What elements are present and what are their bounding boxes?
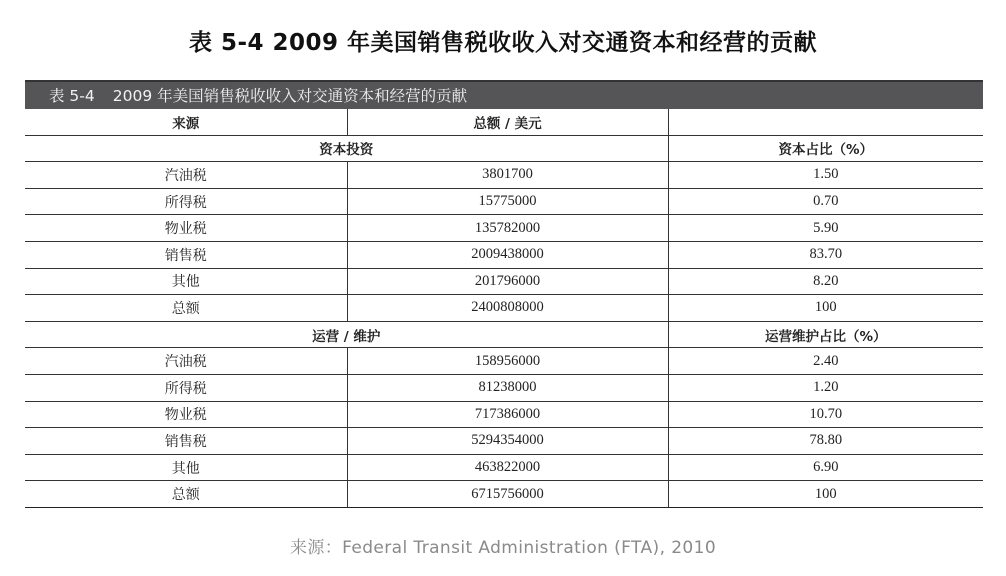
row-ratio: 1.50 [668, 162, 983, 189]
row-ratio: 100 [668, 295, 983, 322]
row-amount: 201796000 [347, 268, 668, 295]
row-source: 所得税 [25, 374, 347, 401]
row-amount: 717386000 [347, 401, 668, 428]
row-amount: 158956000 [347, 348, 668, 375]
row-ratio: 83.70 [668, 241, 983, 268]
header-blank [668, 109, 983, 135]
row-ratio: 2.40 [668, 348, 983, 375]
table-row [25, 162, 983, 189]
table-caption-number: 表 5-4 [49, 87, 95, 105]
table-row [25, 215, 983, 242]
row-source: 总额 [25, 295, 347, 322]
row-source: 其他 [25, 268, 347, 295]
row-ratio: 100 [668, 481, 983, 508]
row-ratio: 78.80 [668, 428, 983, 455]
row-amount: 2009438000 [347, 241, 668, 268]
source-note: 来源：Federal Transit Administration (FTA), 2010 [289, 538, 717, 558]
row-source: 销售税 [25, 241, 347, 268]
row-ratio: 1.20 [668, 374, 983, 401]
table-row [25, 428, 983, 455]
row-ratio: 0.70 [668, 188, 983, 215]
capital-section-label: 资本投资 [25, 135, 668, 162]
row-ratio: 8.20 [668, 268, 983, 295]
table-caption-bar [25, 80, 983, 109]
row-source: 物业税 [25, 215, 347, 242]
table-row [25, 454, 983, 481]
row-source: 物业税 [25, 401, 347, 428]
table-row [25, 348, 983, 375]
header-source: 来源 [25, 109, 347, 135]
row-amount: 6715756000 [347, 481, 668, 508]
row-amount: 5294354000 [347, 428, 668, 455]
row-source: 汽油税 [25, 348, 347, 375]
table-row [25, 241, 983, 268]
capital-ratio-label: 资本占比（%） [668, 135, 983, 162]
row-amount: 463822000 [347, 454, 668, 481]
row-source: 其他 [25, 454, 347, 481]
row-amount: 15775000 [347, 188, 668, 215]
operations-section-row [25, 321, 983, 348]
table-header-row [25, 109, 983, 135]
row-source: 所得税 [25, 188, 347, 215]
row-source: 销售税 [25, 428, 347, 455]
row-amount: 2400808000 [347, 295, 668, 322]
row-amount: 81238000 [347, 374, 668, 401]
capital-section-row [25, 135, 983, 162]
revenue-table [25, 109, 983, 508]
row-amount: 3801700 [347, 162, 668, 189]
table-row [25, 481, 983, 508]
table-row [25, 268, 983, 295]
row-amount: 135782000 [347, 215, 668, 242]
row-ratio: 5.90 [668, 215, 983, 242]
row-source: 总额 [25, 481, 347, 508]
table-row [25, 374, 983, 401]
operations-ratio-label: 运营维护占比（%） [668, 321, 983, 348]
table-row [25, 295, 983, 322]
header-total: 总额 / 美元 [347, 109, 668, 135]
table-row [25, 401, 983, 428]
operations-section-label: 运营 / 维护 [25, 321, 668, 348]
table-row [25, 188, 983, 215]
row-ratio: 6.90 [668, 454, 983, 481]
row-source: 汽油税 [25, 162, 347, 189]
page-title: 表 5-4 2009 年美国销售税收收入对交通资本和经营的贡献 [188, 30, 818, 56]
row-ratio: 10.70 [668, 401, 983, 428]
table-caption-text: 2009 年美国销售税收收入对交通资本和经营的贡献 [112, 87, 468, 105]
